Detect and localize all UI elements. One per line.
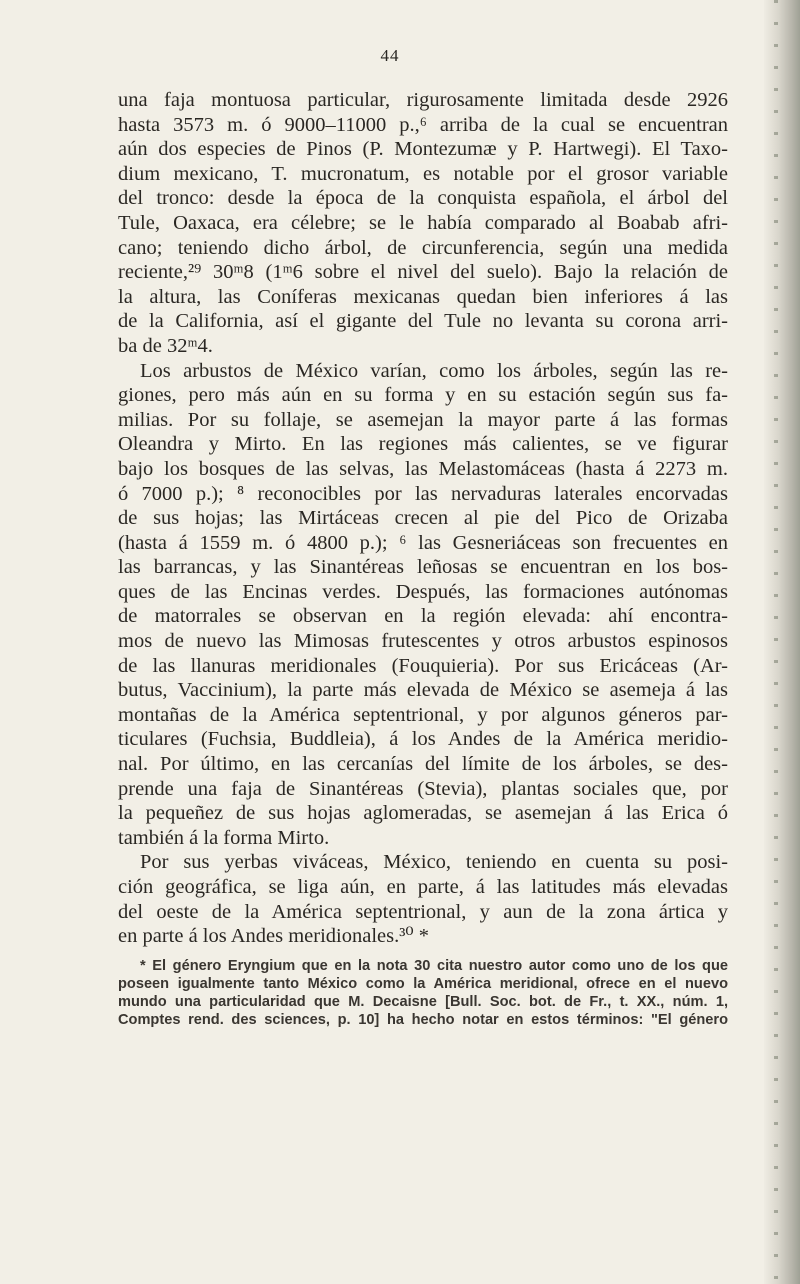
text-line: montañas de la América septentrional, y por algunos géneros par- (118, 703, 728, 726)
text-line: cano; teniendo dicho árbol, de circunferencia, según una medida (118, 236, 728, 259)
text-line: una faja montuosa particular, rigurosamente limitada desde 2926 (118, 89, 728, 111)
text-line: la pequeñez de sus hojas aglomeradas, se asemejan á las Erica ó (118, 802, 728, 825)
text-line: ción geográfica, se liga aún, en parte, á las latitudes más elevadas (118, 876, 728, 898)
page-edge-shadow (764, 0, 800, 1284)
text-line: mos de nuevo las Mimosas frutescentes y otros arbustos espinosos (118, 630, 728, 653)
text-line: hasta 3573 m. ó 9000–11000 p.,⁶ arriba de la cual se encuentran (118, 113, 728, 136)
text-line: (hasta á 1559 m. ó 4800 p.); ⁶ las Gesneriáceas son frecuentes en (118, 531, 728, 554)
text-line: del tronco: desde la época de la conquista española, el árbol del (118, 187, 728, 210)
text-line: butus, Vaccinium), la parte más elevada de México se asemeja á las (118, 679, 728, 702)
paragraph (118, 359, 728, 851)
paragraph (118, 850, 728, 948)
main-text (118, 88, 728, 1029)
text-line: dium mexicano, T. mucronatum, es notable por el grosor variable (118, 162, 728, 185)
text-line: aún dos especies de Pinos (P. Montezumæ y P. Hartwegi). El Taxo- (118, 138, 728, 161)
text-line: la altura, las Coníferas mexicanas quedan bien inferiores á las (118, 285, 728, 308)
text-line: ticulares (Fuchsia, Buddleia), á los Andes de la América meridio- (118, 728, 728, 751)
text-line: también á la forma Mirto. (118, 826, 330, 849)
text-line: en parte á los Andes meridionales.³⁰ * (118, 925, 429, 948)
text-line: ques de las Encinas verdes. Después, las formaciones autónomas (118, 580, 728, 603)
text-line: nal. Por último, en las cercanías del límite de los árboles, se des- (118, 753, 728, 776)
text-line: Comptes rend. des sciences, p. 10] ha hecho notar en estos términos: "El género (118, 1011, 728, 1028)
text-line: Los arbustos de México varían, como los árboles, según las re- (140, 359, 728, 382)
text-line: ba de 32ᵐ4. (118, 334, 213, 357)
text-line: de sus hojas; las Mirtáceas crecen al pie del Pico de Orizaba (118, 507, 728, 530)
text-line: del oeste de la América septentrional, y aun de la zona ártica y (118, 900, 728, 923)
text-line: de matorrales se observan en la región elevada: ahí encontra- (118, 605, 728, 628)
text-line: ó 7000 p.); ⁸ reconocibles por las nervaduras laterales encorvadas (118, 482, 728, 505)
text-line: giones, pero más aún en su forma y en su estación según sus fa- (118, 384, 728, 407)
page-number: 44 (380, 46, 400, 65)
text-line: milias. Por su follaje, se asemejan la mayor parte á las formas (118, 408, 728, 431)
text-line: prende una faja de Sinantéreas (Stevia), plantas sociales que, por (118, 777, 728, 800)
text-line: bajo los bosques de las selvas, las Melastomáceas (hasta á 2273 m. (118, 457, 728, 480)
text-line: mundo una particularidad que M. Decaisne [Bull. Soc. bot. de Fr., t. XX., núm. 1, (118, 993, 728, 1010)
text-line: de la California, así el gigante del Tule no levanta su corona arri- (118, 310, 728, 333)
paragraph (118, 88, 728, 359)
text-line: Oleandra y Mirto. En las regiones más calientes, se ve figurar (118, 433, 728, 456)
text-line: reciente,²⁹ 30ᵐ8 (1ᵐ6 sobre el nivel del suelo). Bajo la relación de (118, 261, 728, 284)
text-line: las barrancas, y las Sinantéreas leñosas se encuentran en los bos- (118, 556, 728, 579)
text-line: poseen igualmente tanto México como la América meridional, ofrece en el nuevo (118, 975, 728, 992)
text-line: * El género Eryngium que en la nota 30 cita nuestro autor como uno de los que (140, 957, 728, 974)
text-line: de las llanuras meridionales (Fouquieria). Por sus Ericáceas (Ar- (118, 654, 728, 677)
text-line: Tule, Oaxaca, era célebre; se le había comparado al Boabab afri- (118, 211, 728, 234)
text-line: Por sus yerbas viváceas, México, teniendo en cuenta su posi- (140, 851, 728, 874)
footnote (118, 957, 728, 1029)
